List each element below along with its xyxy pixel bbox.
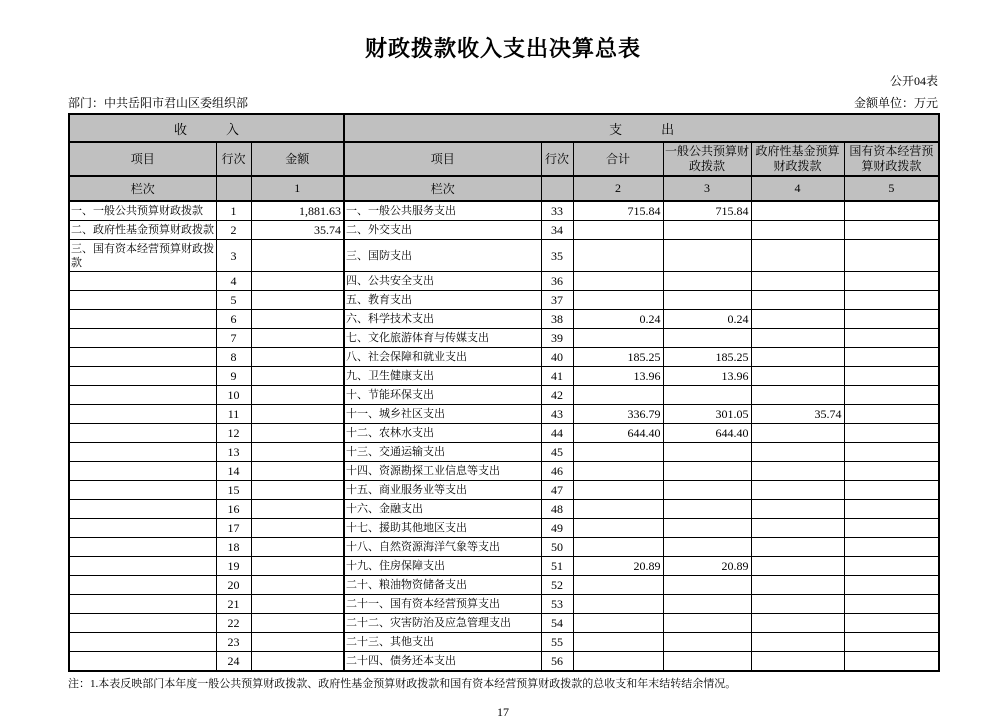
- gov-fund-cell: [751, 386, 844, 405]
- general-budget-cell: 644.40: [663, 424, 751, 443]
- general-budget-cell: [663, 500, 751, 519]
- general-budget-cell: [663, 538, 751, 557]
- expense-total-cell: [573, 576, 663, 595]
- expense-line-cell: 55: [541, 633, 573, 652]
- income-line-cell: 4: [216, 272, 251, 291]
- income-amount-cell: [251, 595, 344, 614]
- income-line-cell: 2: [216, 221, 251, 240]
- gov-fund-cell: [751, 221, 844, 240]
- expense-total-cell: [573, 291, 663, 310]
- page-number: 17: [497, 705, 509, 719]
- income-amount-cell: [251, 240, 344, 272]
- expense-item-cell: 十五、商业服务业等支出: [344, 481, 541, 500]
- income-item-cell: [69, 443, 216, 462]
- table-row: [69, 652, 939, 672]
- expense-item-cell: 十、节能环保支出: [344, 386, 541, 405]
- expense-item-cell: 十九、住房保障支出: [344, 557, 541, 576]
- income-line-cell: 16: [216, 500, 251, 519]
- state-capital-cell: [844, 595, 939, 614]
- lane-1: 1: [251, 176, 344, 201]
- state-capital-cell: [844, 367, 939, 386]
- state-capital-cell: [844, 221, 939, 240]
- expense-line-cell: 54: [541, 614, 573, 633]
- expense-item-cell: 二十三、其他支出: [344, 633, 541, 652]
- section-header-row: [69, 114, 939, 142]
- expense-line-cell: 50: [541, 538, 573, 557]
- income-item-cell: [69, 538, 216, 557]
- table-row: [69, 443, 939, 462]
- income-amount-cell: 35.74: [251, 221, 344, 240]
- income-line-cell: 15: [216, 481, 251, 500]
- income-amount-cell: [251, 652, 344, 672]
- gov-fund-cell: [751, 329, 844, 348]
- income-line-cell: 14: [216, 462, 251, 481]
- gov-fund-cell: [751, 424, 844, 443]
- expense-item-cell: 一、一般公共服务支出: [344, 201, 541, 221]
- col-income-amount: 金额: [251, 142, 344, 176]
- col-expense-line: 行次: [541, 142, 573, 176]
- expense-total-cell: [573, 519, 663, 538]
- expense-item-cell: 七、文化旅游体育与传媒支出: [344, 329, 541, 348]
- state-capital-cell: [844, 424, 939, 443]
- page-title: 财政拨款收入支出决算总表: [364, 36, 641, 61]
- expense-item-cell: 二十一、国有资本经营预算支出: [344, 595, 541, 614]
- income-line-cell: 24: [216, 652, 251, 672]
- income-item-cell: [69, 291, 216, 310]
- income-item-cell: [69, 424, 216, 443]
- state-capital-cell: [844, 652, 939, 672]
- income-line-cell: 9: [216, 367, 251, 386]
- income-item-cell: [69, 614, 216, 633]
- state-capital-cell: [844, 386, 939, 405]
- state-capital-cell: [844, 538, 939, 557]
- income-line-cell: 1: [216, 201, 251, 221]
- state-capital-cell: [844, 291, 939, 310]
- col-general-budget: 一般公共预算财政拨款: [663, 142, 751, 176]
- income-line-cell: 8: [216, 348, 251, 367]
- expense-item-cell: 五、教育支出: [344, 291, 541, 310]
- expense-line-cell: 53: [541, 595, 573, 614]
- col-state-capital: 国有资本经营预算财政拨款: [844, 142, 939, 176]
- expense-total-cell: [573, 500, 663, 519]
- income-item-cell: [69, 519, 216, 538]
- expense-total-cell: [573, 481, 663, 500]
- income-item-cell: [69, 348, 216, 367]
- expense-item-cell: 十一、城乡社区支出: [344, 405, 541, 424]
- expense-line-cell: 52: [541, 576, 573, 595]
- income-line-cell: 18: [216, 538, 251, 557]
- table-row: [69, 405, 939, 424]
- table-row: [69, 538, 939, 557]
- state-capital-cell: [844, 272, 939, 291]
- table-row: [69, 348, 939, 367]
- income-item-cell: [69, 652, 216, 672]
- table-row: [69, 240, 939, 272]
- expense-line-cell: 45: [541, 443, 573, 462]
- income-item-cell: [69, 557, 216, 576]
- income-item-cell: [69, 633, 216, 652]
- expense-item-cell: 十六、金融支出: [344, 500, 541, 519]
- table-row: [69, 201, 939, 221]
- general-budget-cell: [663, 652, 751, 672]
- state-capital-cell: [844, 500, 939, 519]
- income-amount-cell: [251, 462, 344, 481]
- table-row: [69, 424, 939, 443]
- state-capital-cell: [844, 201, 939, 221]
- income-line-cell: 17: [216, 519, 251, 538]
- expense-total-cell: [573, 614, 663, 633]
- expense-item-cell: 九、卫生健康支出: [344, 367, 541, 386]
- expense-total-cell: [573, 386, 663, 405]
- gov-fund-cell: [751, 291, 844, 310]
- state-capital-cell: [844, 310, 939, 329]
- expense-total-cell: [573, 462, 663, 481]
- table-row: [69, 310, 939, 329]
- state-capital-cell: [844, 443, 939, 462]
- expense-line-cell: 51: [541, 557, 573, 576]
- expense-line-cell: 38: [541, 310, 573, 329]
- income-item-cell: [69, 386, 216, 405]
- gov-fund-cell: [751, 538, 844, 557]
- lane-label-income: 栏次: [69, 176, 216, 201]
- income-line-cell: 10: [216, 386, 251, 405]
- table-row: [69, 557, 939, 576]
- general-budget-cell: [663, 386, 751, 405]
- income-line-cell: 7: [216, 329, 251, 348]
- income-item-cell: [69, 576, 216, 595]
- gov-fund-cell: [751, 652, 844, 672]
- state-capital-cell: [844, 633, 939, 652]
- income-line-cell: 23: [216, 633, 251, 652]
- income-amount-cell: 1,881.63: [251, 201, 344, 221]
- income-item-cell: [69, 272, 216, 291]
- income-amount-cell: [251, 557, 344, 576]
- table-row: [69, 272, 939, 291]
- expense-item-cell: 十三、交通运输支出: [344, 443, 541, 462]
- table-row: [69, 481, 939, 500]
- gov-fund-cell: [751, 481, 844, 500]
- expense-line-cell: 37: [541, 291, 573, 310]
- general-budget-cell: [663, 291, 751, 310]
- expense-line-cell: 44: [541, 424, 573, 443]
- general-budget-cell: [663, 576, 751, 595]
- col-income-item: 项目: [69, 142, 216, 176]
- expense-total-cell: 0.24: [573, 310, 663, 329]
- state-capital-cell: [844, 557, 939, 576]
- state-capital-cell: [844, 576, 939, 595]
- income-amount-cell: [251, 424, 344, 443]
- general-budget-cell: 185.25: [663, 348, 751, 367]
- income-item-cell: [69, 329, 216, 348]
- expense-item-cell: 六、科学技术支出: [344, 310, 541, 329]
- state-capital-cell: [844, 462, 939, 481]
- table-row: [69, 614, 939, 633]
- general-budget-cell: [663, 462, 751, 481]
- general-budget-cell: [663, 481, 751, 500]
- table-row: [69, 291, 939, 310]
- table-row: [69, 595, 939, 614]
- col-gov-fund: 政府性基金预算财政拨款: [751, 142, 844, 176]
- income-line-cell: 22: [216, 614, 251, 633]
- gov-fund-cell: [751, 272, 844, 291]
- state-capital-cell: [844, 348, 939, 367]
- table-row: [69, 519, 939, 538]
- income-amount-cell: [251, 500, 344, 519]
- expense-total-cell: [573, 272, 663, 291]
- state-capital-cell: [844, 405, 939, 424]
- income-line-cell: 21: [216, 595, 251, 614]
- expense-total-cell: [573, 443, 663, 462]
- general-budget-cell: [663, 633, 751, 652]
- expense-line-cell: 35: [541, 240, 573, 272]
- expense-item-cell: 十二、农林水支出: [344, 424, 541, 443]
- lane-blank: [216, 176, 251, 201]
- table-code: 公开04表: [889, 74, 938, 88]
- income-line-cell: 13: [216, 443, 251, 462]
- expense-line-cell: 43: [541, 405, 573, 424]
- income-amount-cell: [251, 443, 344, 462]
- table-row: [69, 462, 939, 481]
- general-budget-cell: 301.05: [663, 405, 751, 424]
- expense-line-cell: 46: [541, 462, 573, 481]
- gov-fund-cell: [751, 500, 844, 519]
- table-row: [69, 329, 939, 348]
- gov-fund-cell: [751, 614, 844, 633]
- general-budget-cell: [663, 329, 751, 348]
- income-line-cell: 12: [216, 424, 251, 443]
- expense-line-cell: 39: [541, 329, 573, 348]
- lane-label-expense: 栏次: [344, 176, 541, 201]
- expense-line-cell: 48: [541, 500, 573, 519]
- expense-item-cell: 十八、自然资源海洋气象等支出: [344, 538, 541, 557]
- footnote: 注：1.本表反映部门本年度一般公共预算财政拨款、政府性基金预算财政拨款和国有资本经营预算财政拨款的总收支和年末结转结余情况。: [68, 678, 737, 690]
- income-amount-cell: [251, 519, 344, 538]
- lane-3: 3: [663, 176, 751, 201]
- expense-total-cell: [573, 240, 663, 272]
- expense-total-cell: 20.89: [573, 557, 663, 576]
- expense-total-cell: 185.25: [573, 348, 663, 367]
- lane-blank: [541, 176, 573, 201]
- expense-line-cell: 33: [541, 201, 573, 221]
- income-amount-cell: [251, 481, 344, 500]
- income-amount-cell: [251, 405, 344, 424]
- gov-fund-cell: [751, 367, 844, 386]
- income-amount-cell: [251, 329, 344, 348]
- general-budget-cell: 13.96: [663, 367, 751, 386]
- expense-total-cell: [573, 329, 663, 348]
- expense-line-cell: 40: [541, 348, 573, 367]
- income-line-cell: 19: [216, 557, 251, 576]
- expense-line-cell: 36: [541, 272, 573, 291]
- lane-5: 5: [844, 176, 939, 201]
- expense-line-cell: 42: [541, 386, 573, 405]
- state-capital-cell: [844, 240, 939, 272]
- expense-total-cell: [573, 652, 663, 672]
- expense-total-cell: [573, 633, 663, 652]
- document-sheet: [68, 0, 938, 720]
- expense-item-cell: 四、公共安全支出: [344, 272, 541, 291]
- state-capital-cell: [844, 329, 939, 348]
- income-amount-cell: [251, 310, 344, 329]
- state-capital-cell: [844, 614, 939, 633]
- general-budget-cell: 20.89: [663, 557, 751, 576]
- income-amount-cell: [251, 538, 344, 557]
- general-budget-cell: [663, 221, 751, 240]
- income-item-cell: [69, 595, 216, 614]
- lane-4: 4: [751, 176, 844, 201]
- expense-total-cell: [573, 595, 663, 614]
- income-section-header: 收 入: [69, 114, 344, 142]
- expense-section-header: 支 出: [344, 114, 939, 142]
- general-budget-cell: [663, 240, 751, 272]
- expense-line-cell: 41: [541, 367, 573, 386]
- income-amount-cell: [251, 386, 344, 405]
- general-budget-cell: [663, 614, 751, 633]
- meta-line: [68, 94, 938, 111]
- income-amount-cell: [251, 614, 344, 633]
- budget-table: [68, 113, 940, 672]
- income-line-cell: 20: [216, 576, 251, 595]
- expense-item-cell: 八、社会保障和就业支出: [344, 348, 541, 367]
- expense-item-cell: 三、国防支出: [344, 240, 541, 272]
- state-capital-cell: [844, 519, 939, 538]
- expense-total-cell: 336.79: [573, 405, 663, 424]
- gov-fund-cell: [751, 201, 844, 221]
- lane-number-row: [69, 176, 939, 201]
- expense-item-cell: 十四、资源勘探工业信息等支出: [344, 462, 541, 481]
- lane-2: 2: [573, 176, 663, 201]
- expense-total-cell: [573, 221, 663, 240]
- expense-line-cell: 49: [541, 519, 573, 538]
- general-budget-cell: [663, 443, 751, 462]
- income-item-cell: 一、一般公共预算财政拨款: [69, 201, 216, 221]
- expense-line-cell: 47: [541, 481, 573, 500]
- income-amount-cell: [251, 291, 344, 310]
- expense-total-cell: [573, 538, 663, 557]
- col-expense-total: 合计: [573, 142, 663, 176]
- unit-label: 金额单位：万元: [853, 96, 938, 110]
- expense-total-cell: 644.40: [573, 424, 663, 443]
- income-amount-cell: [251, 348, 344, 367]
- expense-item-cell: 二、外交支出: [344, 221, 541, 240]
- income-line-cell: 3: [216, 240, 251, 272]
- income-item-cell: [69, 462, 216, 481]
- income-line-cell: 11: [216, 405, 251, 424]
- gov-fund-cell: [751, 633, 844, 652]
- general-budget-cell: [663, 519, 751, 538]
- state-capital-cell: [844, 481, 939, 500]
- expense-item-cell: 二十、粮油物资储备支出: [344, 576, 541, 595]
- gov-fund-cell: [751, 576, 844, 595]
- table-row: [69, 386, 939, 405]
- table-row: [69, 500, 939, 519]
- table-row: [69, 633, 939, 652]
- income-item-cell: [69, 500, 216, 519]
- expense-line-cell: 34: [541, 221, 573, 240]
- expense-item-cell: 二十二、灾害防治及应急管理支出: [344, 614, 541, 633]
- expense-item-cell: 二十四、债务还本支出: [344, 652, 541, 672]
- income-item-cell: [69, 481, 216, 500]
- income-item-cell: 三、国有资本经营预算财政拨款: [69, 240, 216, 272]
- income-amount-cell: [251, 367, 344, 386]
- income-line-cell: 5: [216, 291, 251, 310]
- income-amount-cell: [251, 272, 344, 291]
- general-budget-cell: 0.24: [663, 310, 751, 329]
- general-budget-cell: [663, 272, 751, 291]
- expense-total-cell: 13.96: [573, 367, 663, 386]
- table-row: [69, 367, 939, 386]
- income-item-cell: [69, 310, 216, 329]
- column-header-row: [69, 142, 939, 176]
- col-expense-item: 项目: [344, 142, 541, 176]
- income-item-cell: [69, 367, 216, 386]
- gov-fund-cell: [751, 595, 844, 614]
- income-item-cell: 二、政府性基金预算财政拨款: [69, 221, 216, 240]
- table-row: [69, 576, 939, 595]
- expense-line-cell: 56: [541, 652, 573, 672]
- gov-fund-cell: [751, 519, 844, 538]
- income-line-cell: 6: [216, 310, 251, 329]
- income-amount-cell: [251, 633, 344, 652]
- expense-item-cell: 十七、援助其他地区支出: [344, 519, 541, 538]
- table-body: [69, 201, 939, 671]
- general-budget-cell: [663, 595, 751, 614]
- gov-fund-cell: 35.74: [751, 405, 844, 424]
- income-item-cell: [69, 405, 216, 424]
- gov-fund-cell: [751, 462, 844, 481]
- income-amount-cell: [251, 576, 344, 595]
- table-row: [69, 221, 939, 240]
- department-label: 部门：中共岳阳市君山区委组织部: [68, 96, 249, 110]
- gov-fund-cell: [751, 443, 844, 462]
- gov-fund-cell: [751, 348, 844, 367]
- expense-total-cell: 715.84: [573, 201, 663, 221]
- gov-fund-cell: [751, 310, 844, 329]
- col-income-line: 行次: [216, 142, 251, 176]
- gov-fund-cell: [751, 557, 844, 576]
- general-budget-cell: 715.84: [663, 201, 751, 221]
- gov-fund-cell: [751, 240, 844, 272]
